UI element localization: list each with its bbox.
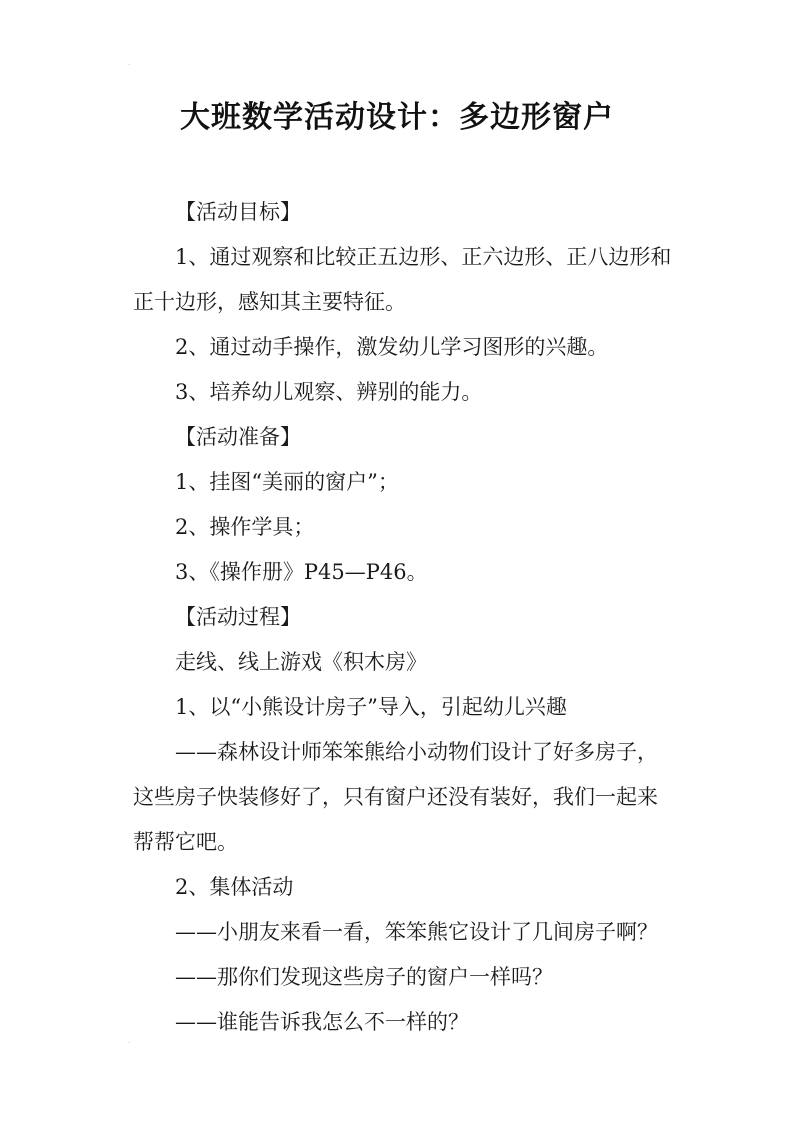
heading-activity-preparation: 【活动准备】 — [175, 425, 301, 449]
process-step-1: 1、以“小熊设计房子”导入，引起幼儿兴趣 — [175, 695, 567, 719]
heading-activity-process: 【活动过程】 — [175, 605, 301, 629]
process-step-2-question-3: ——谁能告诉我怎么不一样的？ — [175, 1010, 469, 1034]
corner-mark-top: . — [128, 58, 131, 67]
corner-mark-bottom: . — [128, 1036, 131, 1045]
goal-item-3: 3、培养幼儿观察、辨别的能力。 — [175, 380, 483, 404]
process-warmup: 走线、线上游戏《积木房》 — [175, 650, 427, 674]
goal-item-2: 2、通过动手操作，激发幼儿学习图形的兴趣。 — [175, 335, 609, 359]
page-title: 大班数学活动设计：多边形窗户 — [180, 100, 614, 135]
process-step-2-question-1: ——小朋友来看一看，笨笨熊它设计了几间房子啊？ — [175, 920, 658, 944]
goal-item-1: 1、通过观察和比较正五边形、正六边形、正八边形和正十边形，感知其主要特征。 — [133, 245, 672, 314]
heading-activity-goals: 【活动目标】 — [175, 200, 301, 224]
preparation-item-1: 1、挂图“美丽的窗户”； — [175, 470, 399, 494]
process-step-1-detail: ——森林设计师笨笨熊给小动物们设计了好多房子，这些房子快装修好了，只有窗户还没有装好，我们一起来帮帮它吧。 — [133, 740, 658, 854]
document-body — [133, 190, 673, 1045]
process-step-2-question-2: ——那你们发现这些房子的窗户一样吗？ — [175, 965, 553, 989]
preparation-item-3: 3、《操作册》P45—P46。 — [175, 560, 428, 584]
preparation-item-2: 2、操作学具； — [175, 515, 315, 539]
process-step-2: 2、集体活动 — [175, 875, 294, 899]
